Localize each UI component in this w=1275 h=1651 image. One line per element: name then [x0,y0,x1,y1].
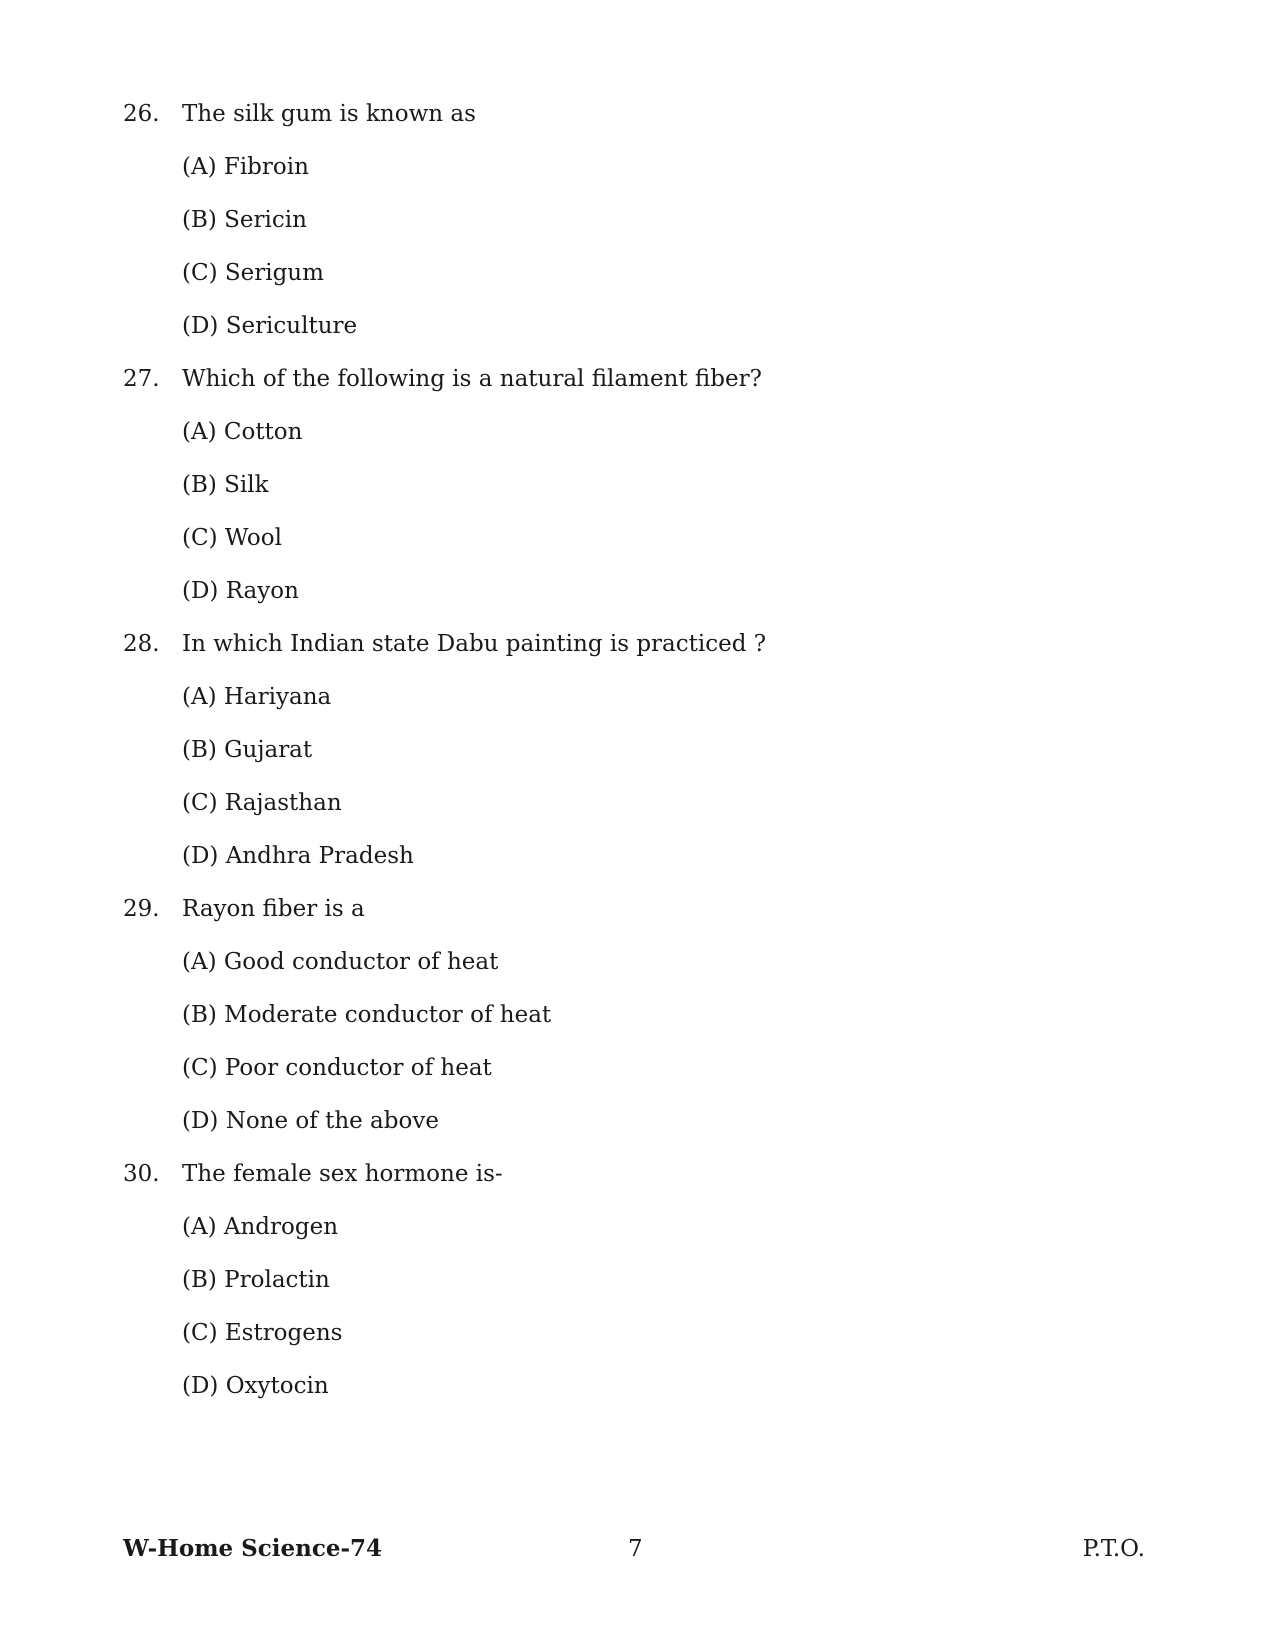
option-c: (C) Rajasthan [182,790,342,816]
option-d: (D) Rayon [182,578,299,604]
question-number: 26. [123,101,160,127]
option-a: (A) Cotton [182,419,303,445]
question-number: 27. [123,366,160,392]
option-a: (A) Good conductor of heat [182,949,499,975]
question-line [0,1158,1100,1190]
question-number: 29. [123,896,160,922]
question-line [0,893,1100,925]
option-b: (B) Gujarat [182,737,313,763]
option-d: (D) Andhra Pradesh [182,843,414,869]
question-text: The silk gum is known as [182,101,476,127]
question-text: The female sex hormone is- [182,1161,503,1187]
question-line [0,363,1100,395]
question-line [0,98,1100,130]
question-line [0,628,1100,660]
option-d: (D) Oxytocin [182,1373,329,1399]
option-a: (A) Androgen [182,1214,339,1240]
option-b: (B) Sericin [182,207,307,233]
option-c: (C) Poor conductor of heat [182,1055,492,1081]
option-c: (C) Serigum [182,260,324,286]
option-d: (D) None of the above [182,1108,439,1134]
question-text: Rayon fiber is a [182,896,365,922]
pto-label: P.T.O. [1082,1536,1145,1562]
question-text: Which of the following is a natural filament fiber? [182,366,762,392]
option-a: (A) Hariyana [182,684,332,710]
option-b: (B) Prolactin [182,1267,330,1293]
option-b: (B) Moderate conductor of heat [182,1002,552,1028]
page-number: 7 [628,1536,643,1562]
question-number: 30. [123,1161,160,1187]
page-footer [0,1531,1275,1567]
paper-code: W-Home Science-74 [123,1535,383,1562]
option-a: (A) Fibroin [182,154,309,180]
option-c: (C) Estrogens [182,1320,343,1346]
option-d: (D) Sericulture [182,313,358,339]
option-b: (B) Silk [182,472,269,498]
question-number: 28. [123,631,160,657]
option-c: (C) Wool [182,525,282,551]
question-text: In which Indian state Dabu painting is practiced ? [182,631,767,657]
